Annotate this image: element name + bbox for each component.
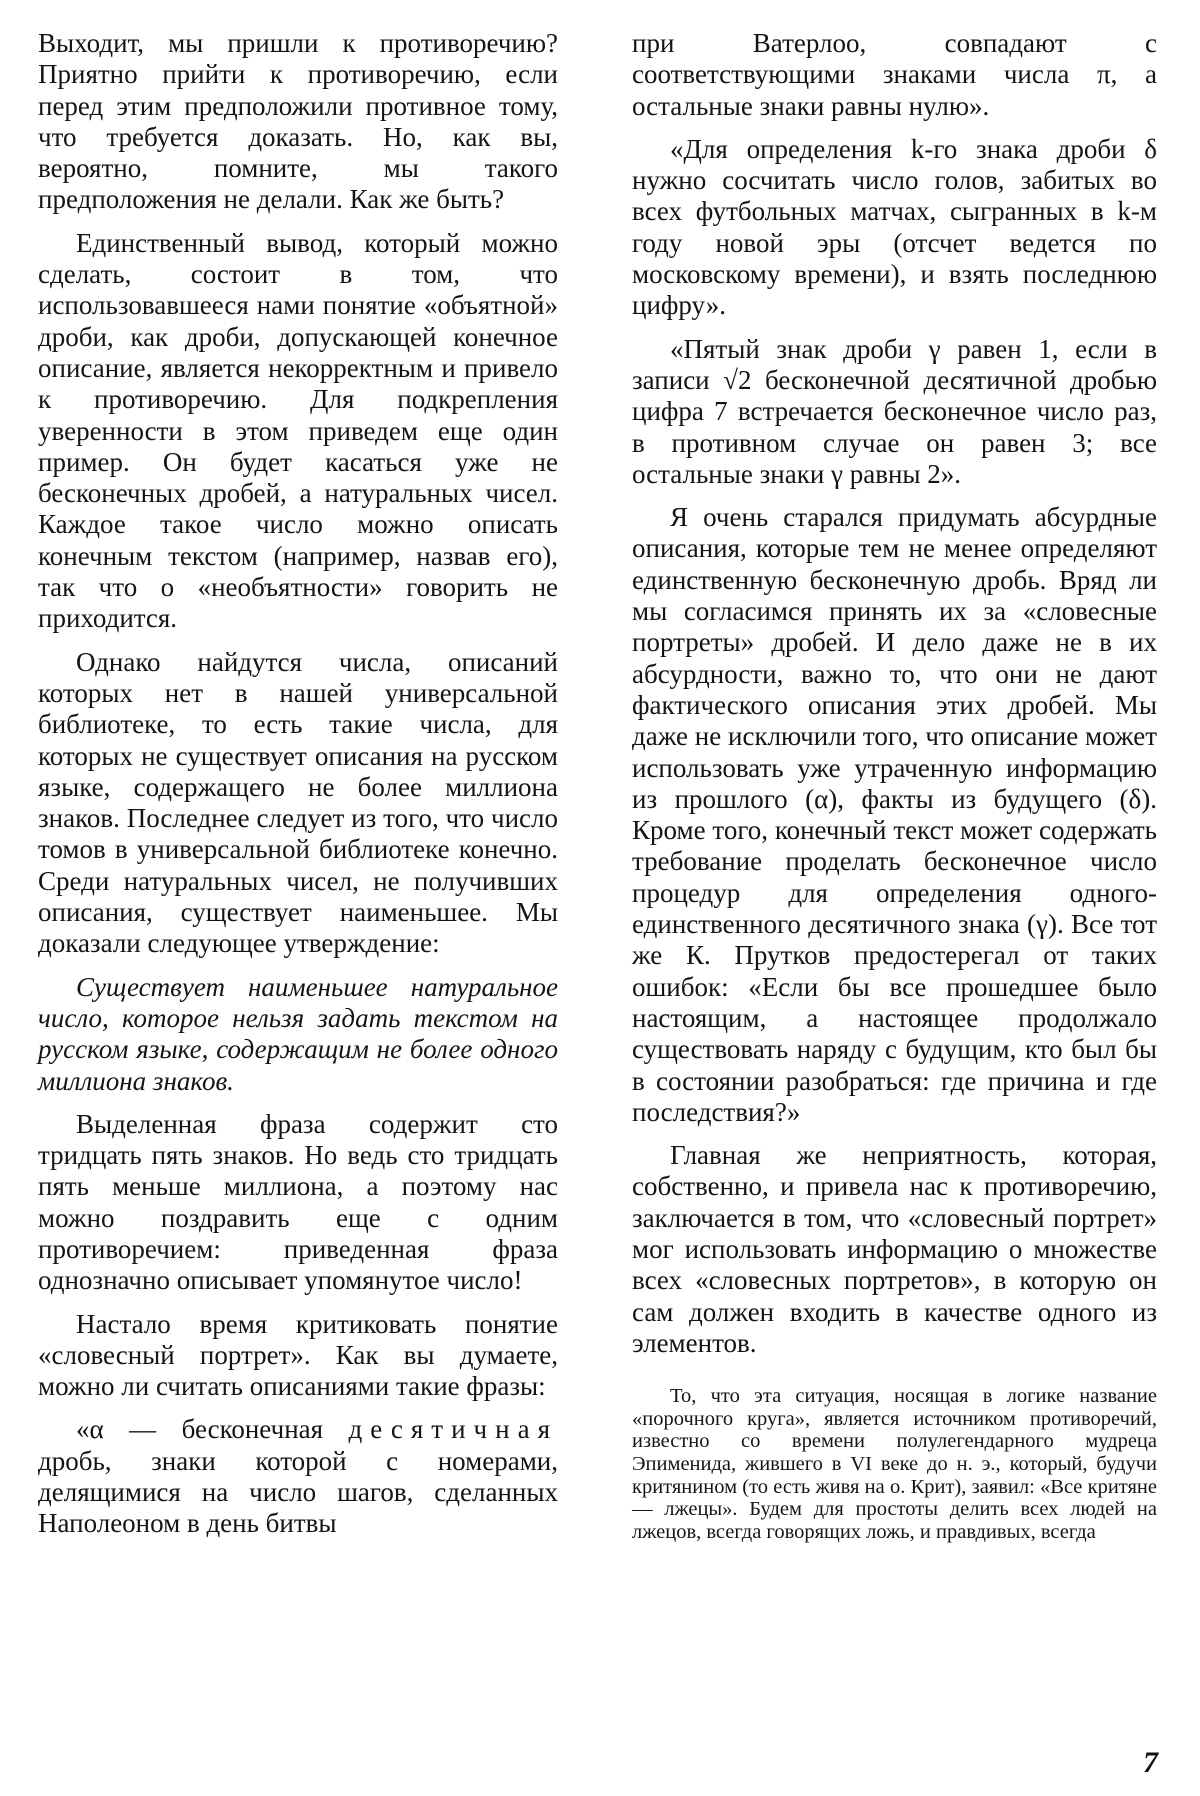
- gamma-text-start: «Пятый знак дроби γ равен 1, если в записи: [632, 333, 1157, 395]
- paragraph: Единственный вывод, который можно сделать, состоит в том, что использовавшееся нами понятие «объятной» дроби, как дроби, допускающей конечное описание, является некорректным и привело к противоречию. Для подкрепления уверенности в этом приведем еще один пример. Он будет касаться уже не бесконечных дробей, а натуральных чисел. Каждое такое число можно описать конечным текстом (например, назвав его), так что о «необъятности» говорить не приходится.: [38, 227, 558, 634]
- footnote-text: То, что эта ситуация, носящая в логике название «порочного круга», является источником противоречий, известно со времени полулегендарного мудреца Эпименида, жившего в VI веке до н. э., который, будучи критянином (то есть живя на о. Крит), заявил: «Все критяне — лжецы». Будем для простоты делить всех людей на лжецов, всегда говорящих ложь, и правдивых, всегда: [632, 1385, 1157, 1543]
- left-column: [38, 28, 558, 1552]
- gamma-text-end: бесконечной десятичной дробью цифра 7 встречается бесконечное число раз, в противном случае он равен 3; все остальные знаки γ равны 2».: [632, 364, 1157, 489]
- footnote: [632, 1385, 1157, 1543]
- paragraph: при Ватерлоо, совпадают с соответствующими знаками числа π, а остальные знаки равны нулю».: [632, 28, 1157, 121]
- alpha-text-spaced: десятичная: [348, 1414, 558, 1445]
- paragraph-gamma: [632, 334, 1157, 490]
- paragraph-delta: «Для определения k-го знака дроби δ нужно сосчитать число голов, забитых во всех футбольных матчах, сыгранных в k-м году новой эры (отсчет ведется по московскому времени), и взять последнюю цифру».: [632, 133, 1157, 321]
- paragraph: Выходит, мы пришли к противоречию? Приятно прийти к противоречию, если перед этим предположили противное тому, что требуется доказать. Но, как вы, вероятно, помните, мы такого предположения не делали. Как же быть?: [38, 28, 558, 215]
- italic-statement: Существует наименьшее натуральное число, которое нельзя задать текстом на русском языке, содержащим не более одного миллиона знаков.: [38, 971, 558, 1096]
- page-number: 7: [1143, 1746, 1158, 1779]
- paragraph: Выделенная фраза содержит сто тридцать пять знаков. Но ведь сто тридцать пять меньше миллиона, а поэтому нас можно поздравить еще с одним противоречием: приведенная фраза однозначно описывает упомянутое число!: [38, 1108, 558, 1296]
- paragraph: Я очень старался придумать абсурдные описания, которые тем не менее определяют единственную бесконечную дробь. Вряд ли мы согласимся принять их за «словесные портреты» дробей. И дело даже не в их абсурдности, важно то, что они не дают фактического описания этих дробей. Мы даже не исключили того, что описание может использовать уже утраченную информацию из прошлого (α), факты из будущего (δ). Кроме того, конечный текст может содержать требование проделать бесконечное число процедур для определения одного-единственного десятичного знака (γ). Все тот же К. Прутков предостерегал от таких ошибок: «Если бы все прошедшее было настоящим, а настоящее продолжало существовать наряду с будущим, кто был бы в состоянии разобраться: где причина и где последствия?»: [632, 502, 1157, 1127]
- paragraph: Однако найдутся числа, описаний которых нет в нашей универсальной библиотеке, то есть такие числа, для которых не существует описания на русском языке, содержащего не более миллиона знаков. Последнее следует из того, что число томов в универсальной библиотеке конечно. Среди натуральных чисел, не получивших описания, существует наименьшее. Мы доказали следующее утверждение:: [38, 646, 558, 959]
- paragraph: Настало время критиковать понятие «словесный портрет». Как вы думаете, можно ли считать описаниями такие фразы:: [38, 1308, 558, 1402]
- sqrt-two: √2: [723, 364, 752, 395]
- alpha-text-rest: дробь, знаки которой с номерами, делящимися на число шагов, сделанных Наполеоном в день битвы: [38, 1445, 558, 1539]
- right-column: [632, 28, 1157, 1543]
- paragraph-alpha: [38, 1414, 558, 1539]
- paragraph: Главная же неприятность, которая, собственно, и привела нас к противоречию, заключается в том, что «словесный портрет» мог использовать информацию о множестве всех «словесных портретов», в которую он сам должен входить в качестве одного из элементов.: [632, 1140, 1157, 1358]
- alpha-text-start: «α — бесконечная: [76, 1414, 324, 1445]
